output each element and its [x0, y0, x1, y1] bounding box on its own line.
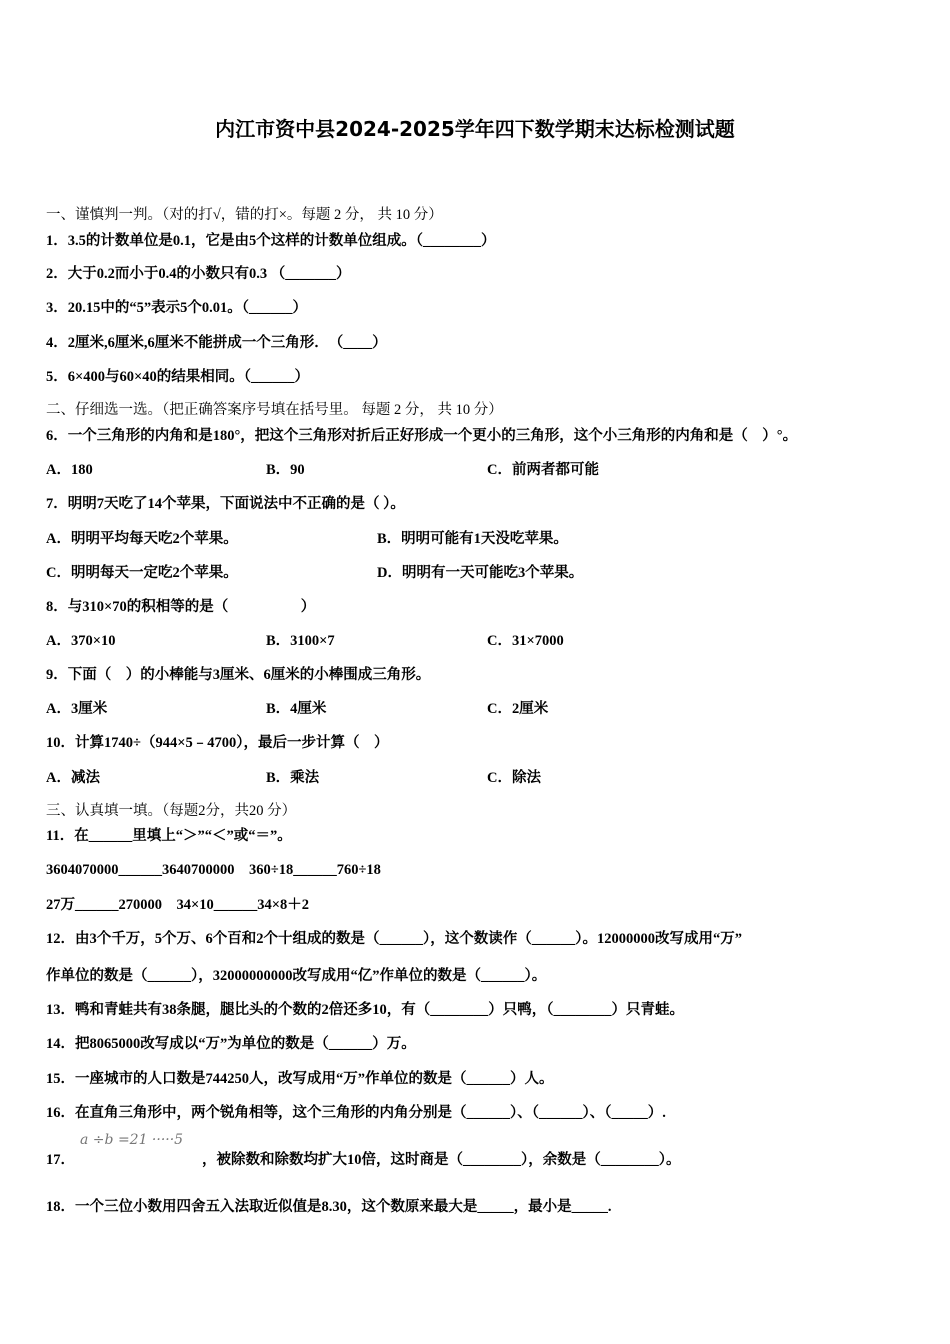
q10-option-a: A．减法 [46, 770, 100, 786]
q8-option-c: C．31×7000 [487, 633, 564, 649]
q7-option-a: A．明明平均每天吃2个苹果。 [46, 531, 238, 547]
question-13: 13．鸭和青蛙共有38条腿，腿比头的个数的2倍还多10，有（________）只鸭，（________）只青蛙。 [46, 1002, 684, 1018]
q8-option-b: B．3100×7 [266, 633, 335, 649]
question-12-line-1: 12．由3个千万，5个万、6个百和2个十组成的数是（______），这个数读作（______）。12000000改写成用“万” [46, 931, 742, 947]
question-11-row-2: 27万______270000 34×10______34×8＋2 [46, 897, 310, 913]
question-6: 6．一个三角形的内角和是180°，把这个三角形对折后正好形成一个更小的三角形，这个小三角形的内角和是（ ）°。 [46, 428, 798, 444]
question-1: 1．3.5的计数单位是0.1，它是由5个这样的计数单位组成。（________） [46, 233, 496, 249]
q17-formula: a ÷b =21 ·····5 [80, 1132, 184, 1148]
q10-option-c: C．除法 [487, 770, 541, 786]
q7-option-b: B．明明可能有1天没吃苹果。 [377, 531, 568, 547]
section1-header: 一、谨慎判一判。（对的打√，错的打×。每题 2 分， 共 10 分） [46, 207, 443, 223]
question-16: 16．在直角三角形中，两个锐角相等，这个三角形的内角分别是（______）、（______）、（_____）. [46, 1105, 666, 1121]
question-11-row-1: 3604070000______3640700000 360÷18______760÷18 [46, 862, 381, 878]
q6-option-a: A．180 [46, 462, 93, 478]
section2-header: 二、仔细选一选。（把正确答案序号填在括号里。 每题 2 分， 共 10 分） [46, 402, 503, 418]
question-7: 7．明明7天吃了14个苹果，下面说法中不正确的是（ ）。 [46, 496, 405, 512]
question-3: 3．20.15中的“5”表示5个0.01。（______） [46, 300, 307, 316]
question-10: 10．计算1740÷（944×5﹣4700），最后一步计算（ ） [46, 735, 389, 751]
q9-option-c: C．2厘米 [487, 701, 549, 717]
question-14: 14．把8065000改写成以“万”为单位的数是（______）万。 [46, 1036, 416, 1052]
q7-option-c: C．明明每天一定吃2个苹果。 [46, 565, 238, 581]
q9-option-a: A．3厘米 [46, 701, 108, 717]
q6-option-c: C．前两者都可能 [487, 462, 599, 478]
question-17-number: 17． [46, 1152, 75, 1168]
question-11: 11．在______里填上“＞”“＜”或“＝”。 [46, 828, 292, 844]
question-2: 2．大于0.2而小于0.4的小数只有0.3 （_______） [46, 266, 351, 282]
q9-option-b: B．4厘米 [266, 701, 327, 717]
q10-option-b: B．乘法 [266, 770, 320, 786]
q7-option-d: D．明明有一天可能吃3个苹果。 [377, 565, 584, 581]
q8-option-a: A．370×10 [46, 633, 116, 649]
question-15: 15．一座城市的人口数是744250人，改写成用“万”作单位的数是（______）人。 [46, 1071, 554, 1087]
question-8: 8．与310×70的积相等的是（ ） [46, 599, 316, 615]
question-12-line-2: 作单位的数是（______），32000000000改写成用“亿”作单位的数是（______）。 [46, 968, 547, 984]
page-title: 内江市资中县2024-2025学年四下数学期末达标检测试题 [215, 117, 735, 141]
question-9: 9．下面（ ）的小棒能与3厘米、6厘米的小棒围成三角形。 [46, 667, 431, 683]
question-18: 18．一个三位小数用四舍五入法取近似值是8.30，这个数原来最大是_____，最小是_____. [46, 1199, 612, 1215]
question-5: 5．6×400与60×40的结果相同。（______） [46, 369, 310, 385]
question-17: ，被除数和除数均扩大10倍，这时商是（________），余数是（________）。 [202, 1152, 681, 1168]
section3-header: 三、认真填一填。（每题2分，共20 分） [46, 803, 297, 819]
q6-option-b: B．90 [266, 462, 305, 478]
question-4: 4．2厘米,6厘米,6厘米不能拼成一个三角形． （____） [46, 335, 387, 351]
